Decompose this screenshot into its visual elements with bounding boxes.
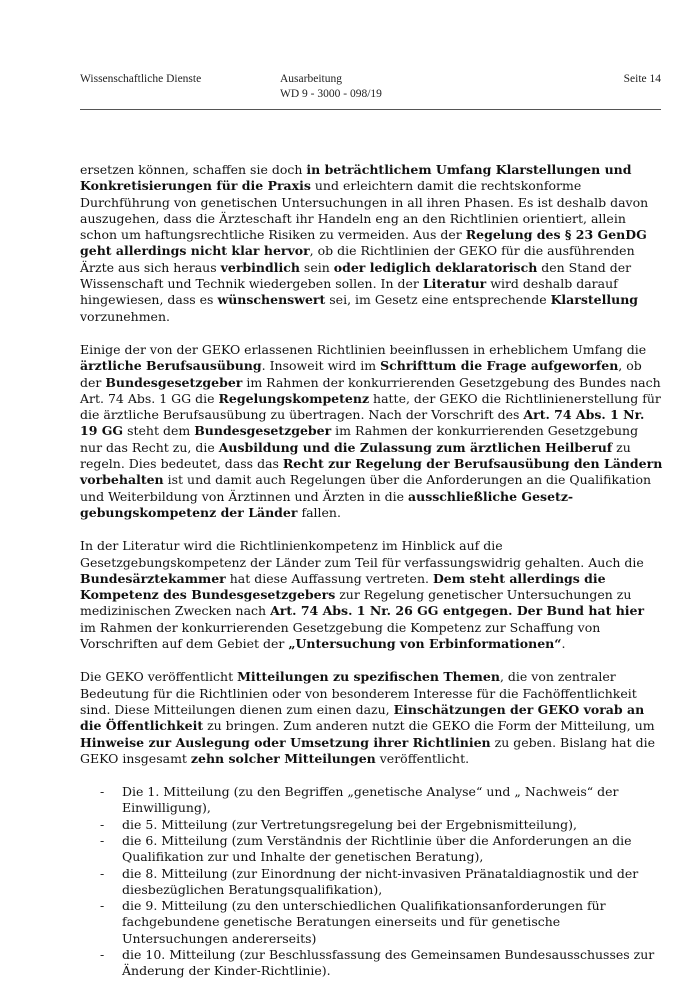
paragraph-1: ersetzen können, schaffen sie doch in beträchtlichem Umfang Klarstellungen und Konkretisierungen für die Praxis und erleichtern damit die rechtskonforme Durchführung von genetischen Untersuchungen in all ihren Phasen. Es ist deshalb davon auszugehen, dass die Ärzteschaft ihr Handeln eng an den Richtlinien orientiert, allein schon um haftungsrechtliche Risiken zu vermeiden. Aus der Regelung des § 23 GenDG geht allerdings nicht klar hervor, ob die Richtlinien der GEKO für die ausführenden Ärzte aus sich heraus verbindlich sein oder lediglich deklaratorisch den Stand der Wissenschaft und Technik wiedergeben sollen. In der Literatur wird deshalb darauf hingewiesen, dass es wünschenswert sei, im Gesetz eine entsprechende Klarstellung vorzunehmen. [80, 162, 649, 324]
paragraph-4: Die GEKO veröffentlicht Mitteilungen zu spezifischen Themen, die von zentraler Bedeutung für die Richtlinien oder von besonderem Interesse für die Fachöffentlichkeit sind. Diese Mitteilungen dienen zum einen dazu, Einschätzungen der GEKO vorab an die Öffentlichkeit zu bringen. Zum anderen nutzt die GEKO die Form der Mitteilung, um Hinweise zur Auslegung oder Umsetzung ihrer Richtlinien zu geben. Bislang hat die GEKO insgesamt zehn solcher Mitteilungen veröffentlicht. [80, 669, 655, 766]
list-item: - Die 1. Mitteilung (zu den Begriffen „genetische Analyse“ und „ Nachweis“ der Einwilligung), [100, 784, 619, 816]
mitteilungen-list [80, 784, 663, 980]
list-bullet: - [100, 898, 105, 914]
list-item: - die 9. Mitteilung (zu den unterschiedlichen Qualifikationsanforderungen für fachgebundene genetische Beratungen einerseits und für genetische Untersuchungen andererseits) [100, 898, 606, 946]
list-item: - die 6. Mitteilung (zum Verständnis der Richtlinie über die Anforderungen an die Qualifikation zur und Inhalte der genetischen Beratung), [100, 832, 632, 865]
list-item: - die 5. Mitteilung (zur Vertretungsregelung bei der Ergebnismitteilung), [100, 816, 578, 832]
document-body [80, 162, 663, 980]
paragraph-2: Einige der von der GEKO erlassenen Richtlinien beeinflussen in erheblichem Umfang die ärztliche Berufsausübung. Insoweit wird im Schrifttum die Frage aufgeworfen, ob der Bundesgesetzgeber im Rahmen der konkurrierenden Gesetzgebung des Bundes nach Art. 74 Abs. 1 GG die Regelungskompetenz hatte, der GEKO die Richtlinienerstellung für die ärztliche Berufsausübung zu übertragen. Nach der Vorschrift des Art. 74 Abs. 1 Nr. 19 GG steht dem Bundesgesetzgeber im Rahmen der konkurrierenden Gesetzgebung nur das Recht zu, die Ausbildung und die Zulassung zum ärztlichen Heilberuf zu regeln. Dies bedeutet, dass das Recht zur Regelung der Berufsausübung den Ländern vorbehalten ist und damit auch Regelungen über die Anforderungen an die Qualifikation und Weiterbildung von Ärztinnen und Ärzten in die ausschließliche Gesetzgebungskompetenz der Länder fallen. [80, 341, 663, 520]
list-bullet: - [100, 832, 105, 848]
header-page-number: Seite 14 [623, 73, 661, 85]
list-item: - die 8. Mitteilung (zur Einordnung der nicht-invasiven Pränataldiagnostik und der diesbezüglichen Beratungsqualifikation), [100, 865, 639, 897]
paragraph-3: In der Literatur wird die Richtlinienkompetenz im Hinblick auf die Gesetzgebungskompetenz der Länder zum Teil für verfassungswidrig gehalten. Auch die Bundesärztekammer hat diese Auffassung vertreten. Dem steht allerdings die Kompetenz des Bundesgesetzgebers zur Regelung genetischer Untersuchungen zu medizinischen Zwecken nach Art. 74 Abs. 1 Nr. 26 GG entgegen. Der Bund hat hier im Rahmen der konkurrierenden Gesetzgebung die Kompetenz zur Schaffung von Vorschriften auf dem Gebiet der „Untersuchung von Erbinformationen“. [80, 538, 645, 652]
list-item: - die 10. Mitteilung (zur Beschlussfassung des Gemeinsamen Bundesausschusses zur Änderung der Kinder-Richtlinie). [100, 947, 655, 979]
header-divider [80, 109, 661, 110]
list-bullet: - [100, 865, 105, 881]
header-document-info [280, 72, 382, 102]
list-bullet: - [100, 784, 105, 800]
header-organization: Wissenschaftliche Dienste [80, 73, 202, 85]
list-bullet: - [100, 947, 105, 963]
page-header [80, 72, 661, 110]
list-bullet: - [100, 816, 105, 832]
header-doc-type: Ausarbeitung [280, 73, 342, 85]
header-doc-id: WD 9 - 3000 - 098/19 [280, 88, 382, 100]
